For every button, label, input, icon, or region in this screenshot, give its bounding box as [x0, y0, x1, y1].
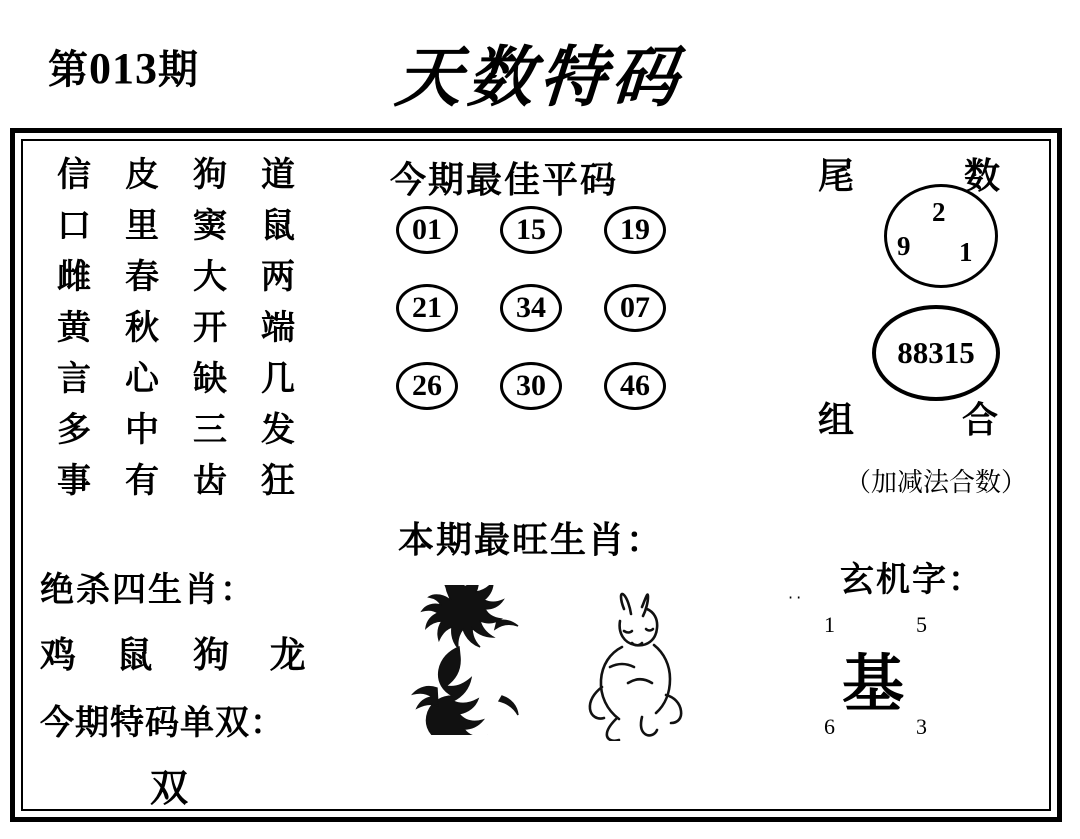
- poem-char: 狂: [261, 461, 295, 501]
- poem-char: 信: [57, 155, 91, 195]
- poem-char: 鼠: [261, 206, 295, 246]
- poem-char: 两: [261, 257, 295, 297]
- poem-char: 狗: [193, 155, 227, 195]
- poem-char: 口: [57, 206, 91, 246]
- riddle-corner-bottom-right: 3: [916, 714, 927, 739]
- odd-even-value: 双: [150, 765, 189, 810]
- poem-char: 中: [125, 410, 159, 450]
- riddle-box: [818, 606, 938, 741]
- poem-char: 多: [57, 410, 91, 450]
- poem-column-3: [108, 150, 176, 507]
- poem-char: 缺: [193, 359, 227, 399]
- poem-char: 里: [125, 206, 159, 246]
- number-ball: 07: [604, 284, 666, 332]
- poem-char: 三: [193, 410, 227, 450]
- poem-char: 发: [261, 410, 295, 450]
- tail-label-right: 数: [964, 155, 1001, 197]
- ball-row: [396, 362, 666, 410]
- riddle-corner-top-left: 1: [824, 612, 835, 637]
- poem-char: 雌: [57, 257, 91, 297]
- poem-char: 皮: [125, 155, 159, 195]
- combination-number: 88315: [897, 335, 975, 370]
- riddle-character: 基: [842, 647, 905, 720]
- tail-number: 9: [897, 231, 911, 261]
- poem-char: 黄: [57, 308, 91, 348]
- riddle-label: 玄机字：: [840, 560, 984, 600]
- number-ball: 21: [396, 284, 458, 332]
- ball-row: [396, 206, 666, 254]
- best-numbers-grid: [396, 206, 666, 440]
- dragon-icon: [399, 585, 529, 739]
- number-ball: 34: [500, 284, 562, 332]
- number-ball: 46: [604, 362, 666, 410]
- combination-circle: [872, 305, 1000, 401]
- poem-char: 心: [125, 359, 159, 399]
- poem-char: 秋: [125, 308, 159, 348]
- poem-char: 事: [57, 461, 91, 501]
- poem-char: 道: [261, 155, 295, 195]
- decorative-dots: ··: [788, 588, 805, 607]
- poem-char: 大: [193, 257, 227, 297]
- hot-zodiac-label: 本期最旺生肖：: [398, 519, 665, 561]
- poem-column-1: [244, 150, 312, 507]
- issue-suffix: 期: [158, 46, 199, 93]
- number-ball: 15: [500, 206, 562, 254]
- combination-note: （加减法合数）: [845, 468, 1028, 498]
- poem-char: 有: [125, 461, 159, 501]
- tail-label-left: 尾: [818, 155, 855, 197]
- poem-char: 窦: [193, 206, 227, 246]
- riddle-corner-top-right: 5: [916, 612, 927, 637]
- poem-column-4: [40, 150, 108, 507]
- best-numbers-title: 今期最佳平码: [390, 159, 619, 201]
- kill-zodiac-values: 鸡 鼠 狗 龙: [40, 634, 320, 676]
- issue-prefix: 第: [48, 46, 89, 93]
- riddle-corner-bottom-left: 6: [824, 714, 835, 739]
- combination-label-left: 组: [818, 399, 855, 441]
- poem-char: 开: [193, 308, 227, 348]
- number-ball: 19: [604, 206, 666, 254]
- combination-label: [818, 392, 998, 443]
- number-ball: 26: [396, 362, 458, 410]
- poem-column-2: [176, 150, 244, 507]
- poem-char: 端: [261, 308, 295, 348]
- poem-char: 言: [57, 359, 91, 399]
- poem-char: 齿: [193, 461, 227, 501]
- poem-char: 春: [125, 257, 159, 297]
- kill-zodiac-label: 绝杀四生肖：: [40, 570, 256, 610]
- ball-row: [396, 284, 666, 332]
- tail-number: 2: [932, 197, 946, 227]
- odd-even-label: 今期特码单双：: [40, 703, 285, 743]
- issue-number: 013: [89, 44, 158, 93]
- number-ball: 01: [396, 206, 458, 254]
- page-title: 天数特码: [392, 38, 687, 116]
- combination-label-right: 合: [962, 399, 999, 441]
- poem-block: [40, 150, 312, 507]
- number-ball: 30: [500, 362, 562, 410]
- tail-number-circle: [884, 184, 998, 288]
- zodiac-illustrations: [395, 585, 695, 745]
- rabbit-icon: [580, 591, 690, 745]
- tail-number: 1: [959, 237, 973, 267]
- poem-char: 几: [261, 359, 295, 399]
- tail-number-label: [818, 148, 1000, 199]
